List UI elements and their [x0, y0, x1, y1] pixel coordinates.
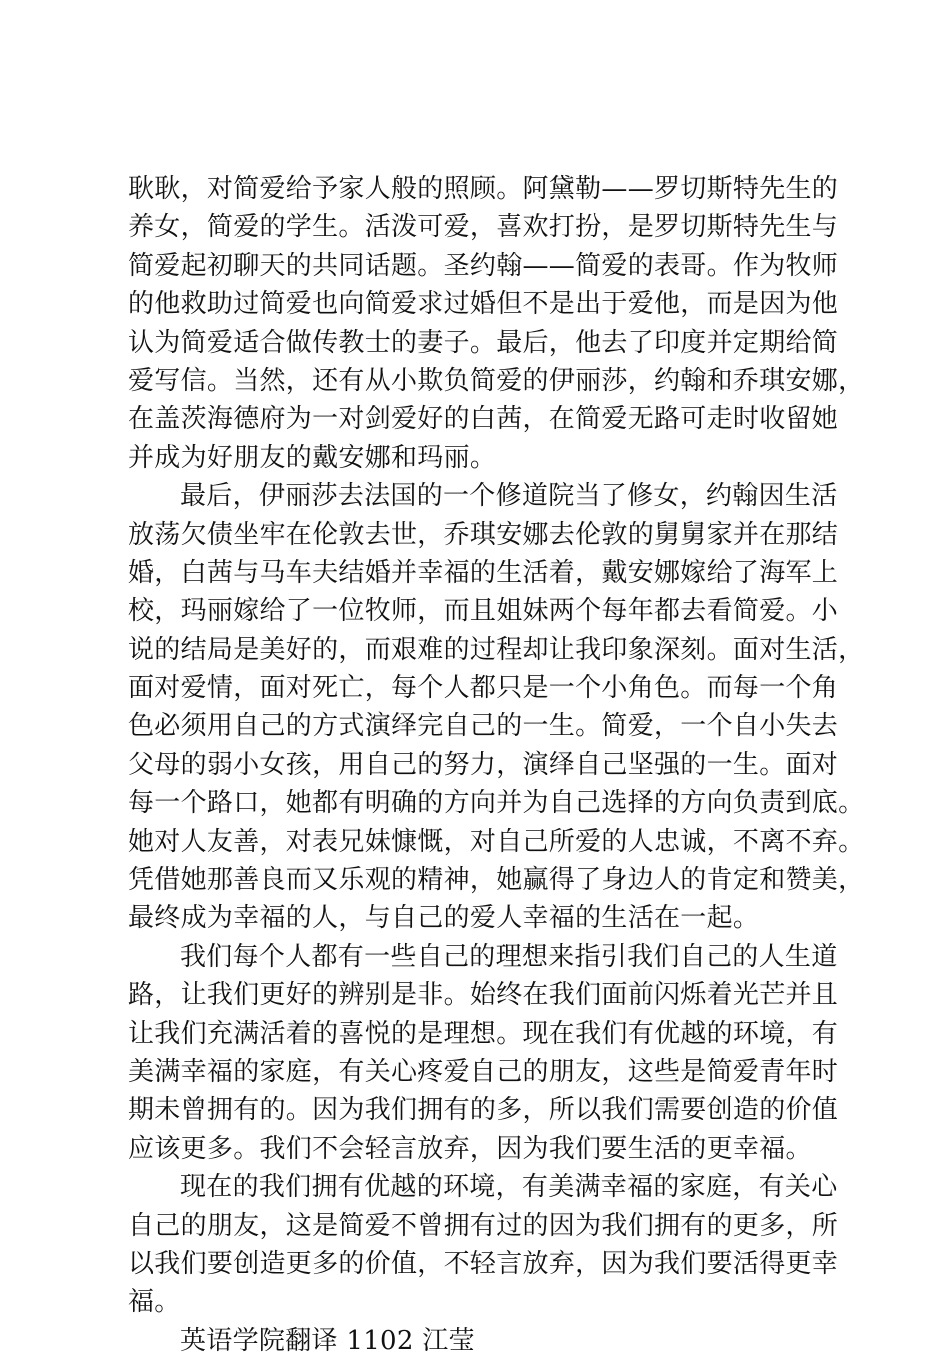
text-line: 她对人友善，对表兄妹慷慨，对自己所爱的人忠诚，不离不弃。 [128, 826, 865, 857]
text-line: 应该更多。我们不会轻言放弃，因为我们要生活的更幸福。 [128, 1133, 812, 1164]
text-line: 福。 [128, 1287, 181, 1318]
text-line: 的他救助过简爱也向简爱求过婚但不是出于爱他，而是因为他 [128, 289, 839, 320]
paragraph-start-line: 最后，伊丽莎去法国的一个修道院当了修女，约翰因生活 [180, 481, 838, 512]
text-line: 让我们充满活着的喜悦的是理想。现在我们有优越的环境，有 [128, 1018, 839, 1049]
text-line: 自己的朋友，这是简爱不曾拥有过的因为我们拥有的更多，所 [128, 1210, 839, 1241]
text-line: 校，玛丽嫁给了一位牧师，而且姐妹两个每年都去看简爱。小 [128, 596, 839, 627]
text-line: 以我们要创造更多的价值，不轻言放弃，因为我们要活得更幸 [128, 1248, 839, 1279]
text-line: 凭借她那善良而又乐观的精神，她赢得了身边人的肯定和赞美， [128, 865, 865, 896]
text-line: 并成为好朋友的戴安娜和玛丽。 [128, 442, 497, 473]
text-line: 色必须用自己的方式演绎完自己的一生。简爱，一个自小失去 [128, 711, 839, 742]
text-line: 面对爱情，面对死亡，每个人都只是一个小角色。而每一个角 [128, 673, 839, 704]
text-line: 爱写信。当然，还有从小欺负简爱的伊丽莎，约翰和乔琪安娜， [128, 365, 865, 396]
text-line: 放荡欠债坐牢在伦敦去世，乔琪安娜去伦敦的舅舅家并在那结 [128, 519, 839, 550]
text-line: 路，让我们更好的辨别是非。始终在我们面前闪烁着光芒并且 [128, 980, 839, 1011]
text-line: 养女，简爱的学生。活泼可爱，喜欢打扮，是罗切斯特先生与 [128, 212, 839, 243]
text-line: 期未曾拥有的。因为我们拥有的多，所以我们需要创造的价值 [128, 1095, 839, 1126]
author-signature: 英语学院翻译 1102 江莹 [180, 1325, 475, 1356]
text-line: 说的结局是美好的，而艰难的过程却让我印象深刻。面对生活， [128, 634, 865, 665]
text-line: 婚，白茜与马车夫结婚并幸福的生活着，戴安娜嫁给了海军上 [128, 557, 839, 588]
paragraph-start-line: 我们每个人都有一些自己的理想来指引我们自己的人生道 [180, 941, 838, 972]
text-line: 简爱起初聊天的共同话题。圣约翰——简爱的表哥。作为牧师 [128, 250, 839, 281]
text-line: 在盖茨海德府为一对剑爱好的白茜，在简爱无路可走时收留她 [128, 404, 839, 435]
text-line: 每一个路口，她都有明确的方向并为自己选择的方向负责到底。 [128, 788, 865, 819]
text-line: 美满幸福的家庭，有关心疼爱自己的朋友，这些是简爱青年时 [128, 1056, 839, 1087]
text-line: 认为简爱适合做传教士的妻子。最后，他去了印度并定期给简 [128, 327, 839, 358]
text-line: 最终成为幸福的人，与自己的爱人幸福的生活在一起。 [128, 903, 760, 934]
document-body [128, 170, 865, 1360]
paragraph-start-line: 现在的我们拥有优越的环境，有美满幸福的家庭，有关心 [180, 1172, 838, 1203]
text-line: 父母的弱小女孩，用自己的努力，演绎自己坚强的一生。面对 [128, 749, 839, 780]
text-line: 耿耿，对简爱给予家人般的照顾。阿黛勒——罗切斯特先生的 [128, 174, 839, 204]
